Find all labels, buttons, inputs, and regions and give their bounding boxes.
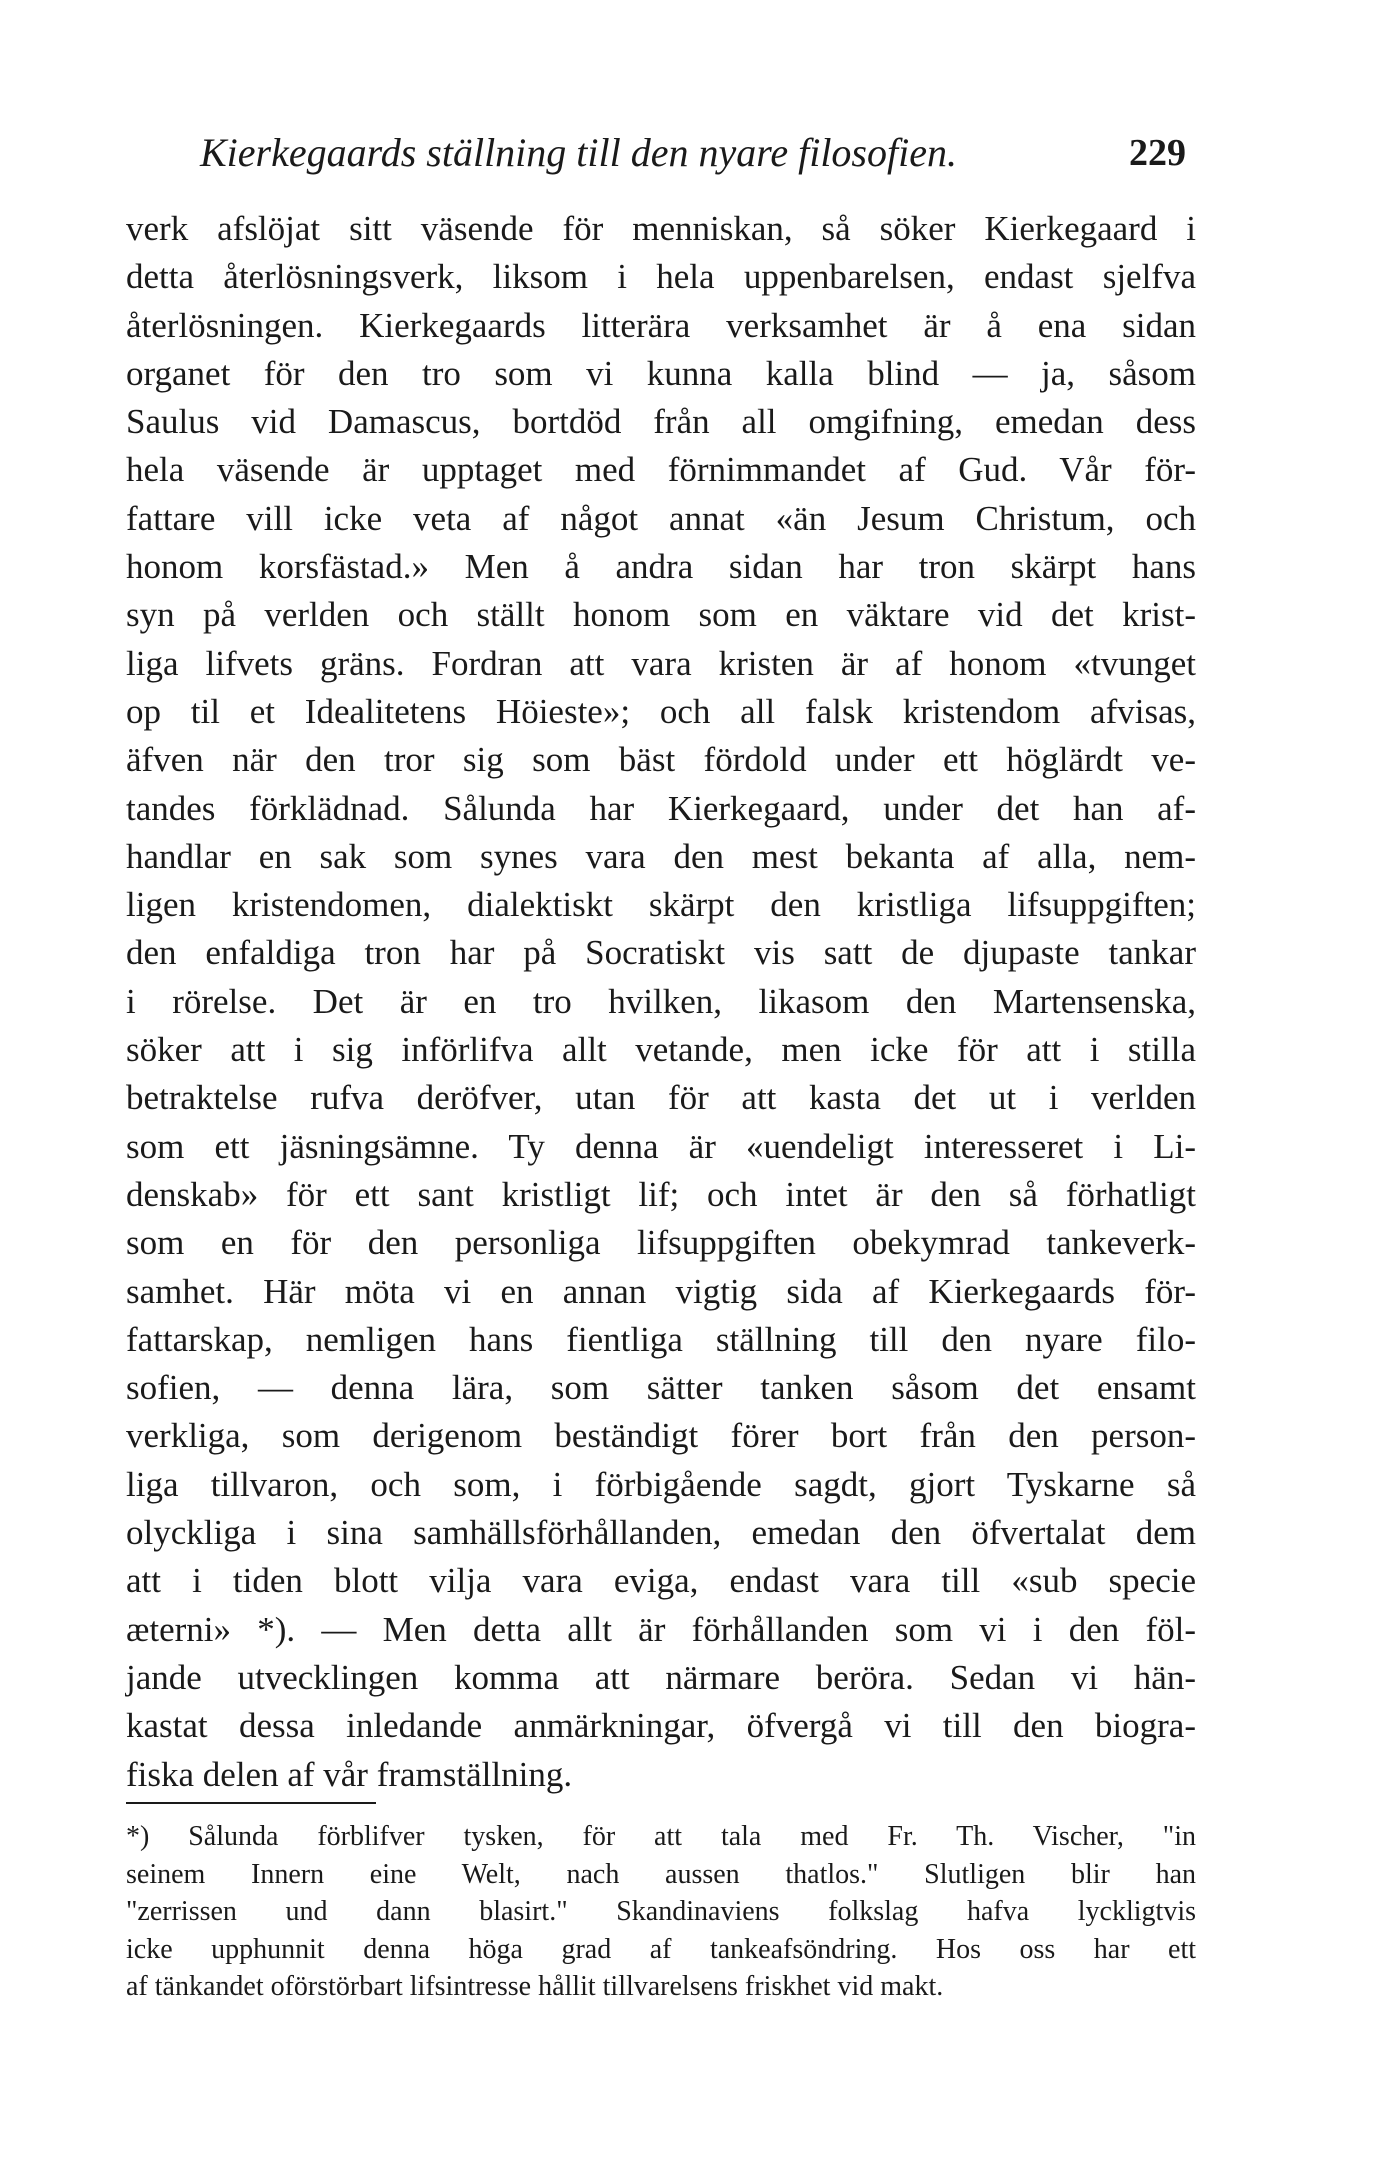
page-number: 229 (1129, 132, 1186, 174)
text-line: liga lifvets gräns. Fordran att vara kristen är af honom «tvunget (126, 643, 1196, 683)
text-line: kastat dessa inledande anmärkningar, öfvergå vi till den biogra- (126, 1706, 1196, 1746)
text-line: tandes förklädnad. Sålunda har Kierkegaard, under det han af- (126, 788, 1196, 828)
footnote-line: af tänkandet oförstörbart lifsintresse hållit tillvarelsens friskhet vid makt. (126, 1971, 944, 2002)
text-line: verkliga, som derigenom beständigt förer bort från den person- (126, 1416, 1196, 1456)
text-line: äfven när den tror sig som bäst fördold under ett höglärdt ve- (126, 740, 1196, 780)
text-line: fattare vill icke veta af något annat «än Jesum Christum, och (126, 498, 1196, 538)
text-line: verk afslöjat sitt väsende för menniskan, så söker Kierkegaard i (126, 209, 1196, 248)
text-line: jande utvecklingen komma att närmare beröra. Sedan vi hän- (126, 1657, 1196, 1697)
text-line: op til et Idealitetens Höieste»; och all falsk kristendom afvisas, (126, 691, 1196, 731)
text-line: betraktelse rufva deröfver, utan för att kasta det ut i verlden (126, 1078, 1196, 1118)
text-line: att i tiden blott vilja vara eviga, endast vara till «sub specie (126, 1561, 1196, 1601)
text-line: æterni» *). — Men detta allt är förhållanden som vi i den föl- (126, 1609, 1196, 1649)
text-line: denskab» för ett sant kristligt lif; och intet är den så förhatligt (126, 1174, 1196, 1214)
footnote-line: "zerrissen und dann blasirt." Skandinaviens folkslag hafva lyckligtvis (126, 1896, 1196, 1927)
footnote-line: seinem Innern eine Welt, nach aussen thatlos." Slutligen blir han (126, 1858, 1196, 1890)
text-line: handlar en sak som synes vara den mest bekanta af alla, nem- (126, 836, 1196, 876)
text-line: återlösningen. Kierkegaards litterära verksamhet är å ena sidan (126, 305, 1196, 345)
text-line: liga tillvaron, och som, i förbigående sagdt, gjort Tyskarne så (126, 1464, 1196, 1504)
footnote-rule (126, 1802, 376, 1804)
text-line: samhet. Här möta vi en annan vigtig sida af Kierkegaards för- (126, 1271, 1196, 1311)
text-line: som en för den personliga lifsuppgiften obekymrad tankeverk- (126, 1223, 1196, 1263)
text-line: detta återlösningsverk, liksom i hela uppenbarelsen, endast sjelfva (126, 257, 1196, 297)
page-header (200, 128, 1200, 178)
text-line: som ett jäsningsämne. Ty denna är «uendeligt interesseret i Li- (126, 1126, 1196, 1166)
text-line: fattarskap, nemligen hans fientliga ställning till den nyare filo- (126, 1319, 1196, 1359)
text-line: söker att i sig införlifva allt vetande, men icke för att i stilla (126, 1030, 1196, 1070)
text-line: i rörelse. Det är en tro hvilken, likasom den Martensenska, (126, 981, 1196, 1021)
text-line: syn på verlden och ställt honom som en väktare vid det krist- (126, 595, 1196, 635)
footnote-line: *) Sålunda förblifver tysken, för att tala med Fr. Th. Vischer, "in (126, 1821, 1196, 1852)
text-line: hela väsende är upptaget med förnimmandet af Gud. Vår för- (126, 450, 1196, 490)
text-line: den enfaldiga tron har på Socratiskt vis satt de djupaste tankar (126, 933, 1196, 973)
text-line: organet för den tro som vi kunna kalla blind — ja, såsom (126, 353, 1196, 393)
text-line: Saulus vid Damascus, bortdöd från all omgifning, emedan dess (126, 402, 1196, 442)
running-title: Kierkegaards ställning till den nyare filosofien. (200, 130, 957, 175)
main-text (126, 205, 1196, 1799)
text-line: ligen kristendomen, dialektiskt skärpt den kristliga lifsuppgiften; (126, 885, 1196, 925)
text-line: sofien, — denna lära, som sätter tanken såsom det ensamt (126, 1368, 1196, 1408)
text-line: fiska delen af vår framställning. (126, 1754, 573, 1794)
footnote-line: icke upphunnit denna höga grad af tankeafsöndring. Hos oss har ett (126, 1933, 1196, 1965)
text-line: olyckliga i sina samhällsförhållanden, emedan den öfvertalat dem (126, 1513, 1196, 1553)
footnote (126, 1818, 1196, 2006)
text-line: honom korsfästad.» Men å andra sidan har tron skärpt hans (126, 547, 1196, 587)
